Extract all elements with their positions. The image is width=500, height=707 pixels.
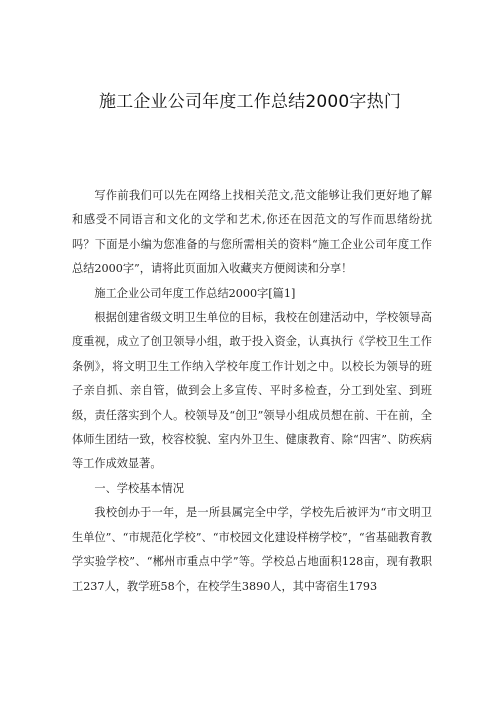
section-heading: 施工企业公司年度工作总结2000字[篇1] bbox=[94, 286, 296, 300]
section-subheading: 一、学校基本情况 bbox=[94, 481, 184, 495]
document-body bbox=[72, 184, 432, 599]
body-paragraph: 我校创办于一年，是一所县属完全中学，学校先后被评为“市文明卫生单位”、“市规范化学校”、“市校园文化建设样榜学校”，“省基础教育教学实验学校”、“郴州市重点中学”等。学校总占地面积128亩，现有教职工237人，教学班58个，在校学生3890人，其中寄宿生1793 bbox=[72, 506, 432, 593]
intro-paragraph: 写作前我们可以先在网络上找相关范文,范文能够让我们更好地了解和感受不同语言和文化的文学和艺术,你还在因范文的写作而思绪纷扰吗？下面是小编为您准备的与您所需相关的资料“施工企业公司年度工作总结2000字”，请将此页面加入收藏夹方便阅读和分享！ bbox=[72, 189, 432, 276]
body-paragraph: 根据创建省级文明卫生单位的目标，我校在创建活动中，学校领导高度重视，成立了创卫领导小组，敢于投入资金，认真执行《学校卫生工作条例》，将文明卫生工作纳入学校年度工作计划之中。以校长为领导的班子亲自抓、亲自管，做到会上多宣传、平时多检查，分工到处室、到班级，责任落实到个人。校领导及“创卫”领导小组成员想在前、干在前，全体师生团结一致，校容校貌、室内外卫生、健康教育、除“四害”、防疾病等工作成效显著。 bbox=[72, 311, 432, 471]
document-title: 施工企业公司年度工作总结2000字热门 bbox=[98, 92, 402, 112]
